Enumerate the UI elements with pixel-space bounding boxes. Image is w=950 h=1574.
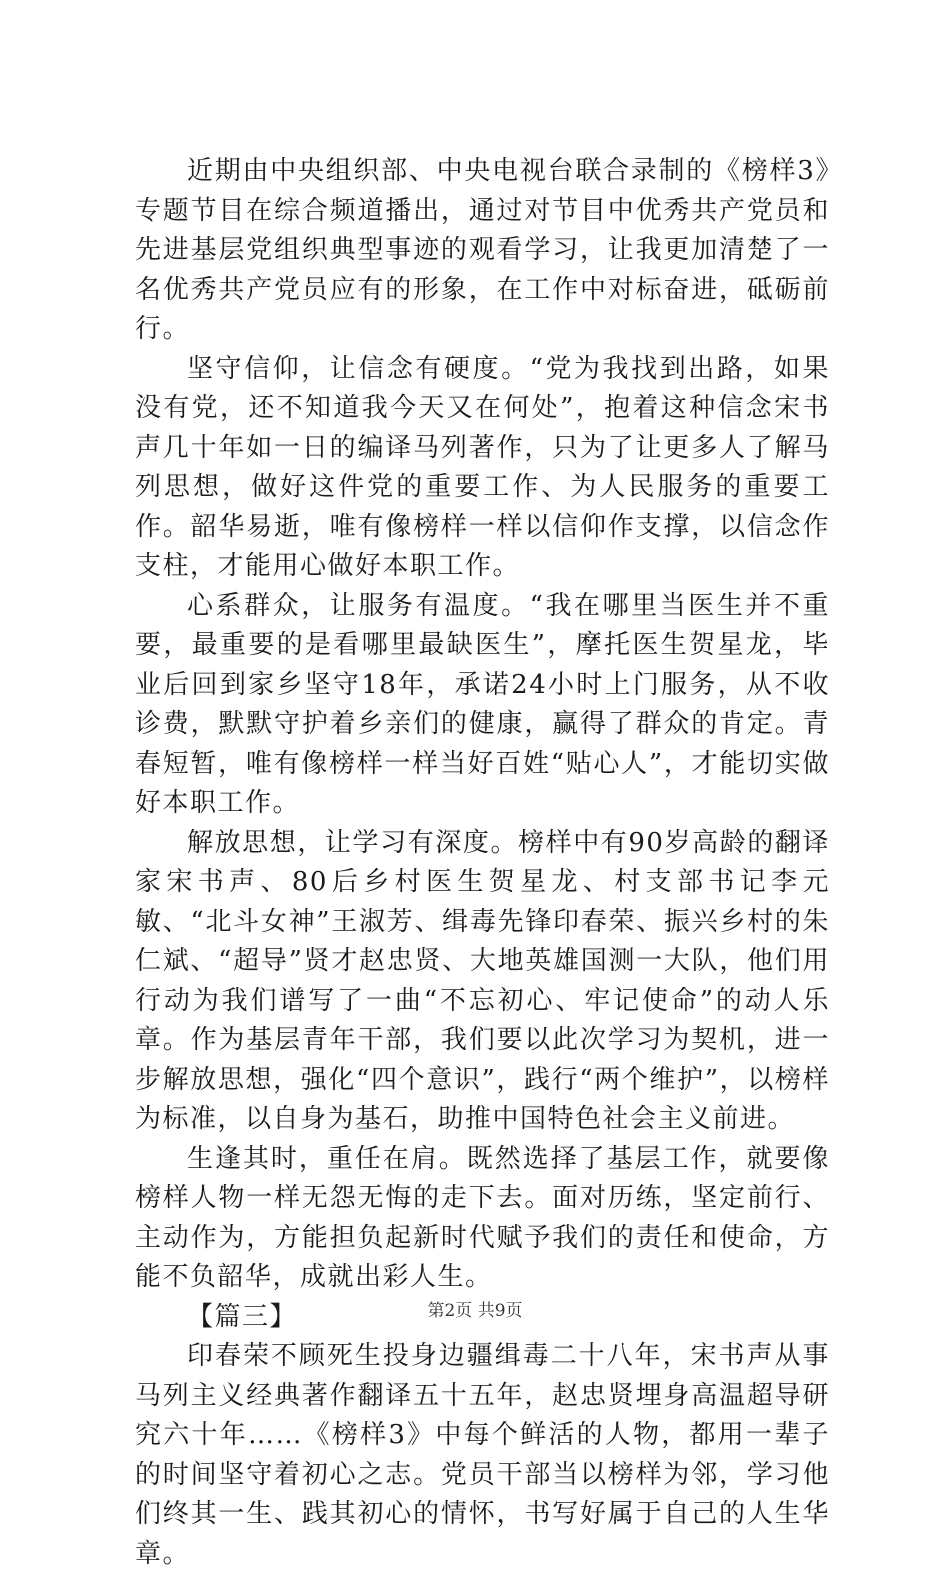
document-body — [135, 152, 830, 1574]
paragraph-faith: 坚守信仰，让信念有硬度。“党为我找到出路，如果没有党，还不知道我今天又在何处”，抱着这种信念宋书声几十年如一日的编译马列著作，只为了让更多人了解马列思想，做好这件党的重要工作、为人民服务的重要工作。韶华易逝，唯有像榜样一样以信仰作支撑，以信念作支柱，才能用心做好本职工作。 — [135, 353, 830, 581]
paragraph-responsibility: 生逢其时，重任在肩。既然选择了基层工作，就要像榜样人物一样无怨无悔的走下去。面对历练，坚定前行、主动作为，方能担负起新时代赋予我们的责任和使命，方能不负韶华，成就出彩人生。 — [135, 1143, 830, 1292]
page-number-footer: 第2页 共9页 — [427, 1301, 523, 1321]
paragraph-intro: 近期由中央组织部、中央电视台联合录制的《榜样3》专题节目在综合频道播出，通过对节目中优秀共产党员和先进基层党组织典型事迹的观看学习，让我更加清楚了一名优秀共产党员应有的形象，在工作中对标奋进，砥砺前行。 — [135, 156, 830, 344]
paragraph-thinking: 解放思想，让学习有深度。榜样中有90岁高龄的翻译家宋书声、80后乡村医生贺星龙、村支部书记李元敏、“北斗女神”王淑芳、缉毒先锋印春荣、振兴乡村的朱仁斌、“超导”贤才赵忠贤、大地英雄国测一大队，他们用行动为我们谱写了一曲“不忘初心、牢记使命”的动人乐章。作为基层青年干部，我们要以此次学习为契机，进一步解放思想，强化“四个意识”，践行“两个维护”，以榜样为标准，以自身为基石，助推中国特色社会主义前进。 — [135, 827, 830, 1134]
section-heading-part-three: 【篇三】 — [187, 1301, 298, 1332]
paragraph-masses: 心系群众，让服务有温度。“我在哪里当医生并不重要，最重要的是看哪里最缺医生”，摩托医生贺星龙，毕业后回到家乡坚守18年，承诺24小时上门服务，从不收诊费，默默守护着乡亲们的健康，赢得了群众的肯定。青春短暂，唯有像榜样一样当好百姓“贴心人”，才能切实做好本职工作。 — [135, 590, 830, 818]
paragraph-part-three: 印春荣不顾死生投身边疆缉毒二十八年，宋书声从事马列主义经典著作翻译五十五年，赵忠贤埋身高温超导研究六十年……《榜样3》中每个鲜活的人物，都用一辈子的时间坚守着初心之志。党员干部当以榜样为邻，学习他们终其一生、践其初心的情怀，书写好属于自己的人生华章。 — [135, 1341, 830, 1569]
